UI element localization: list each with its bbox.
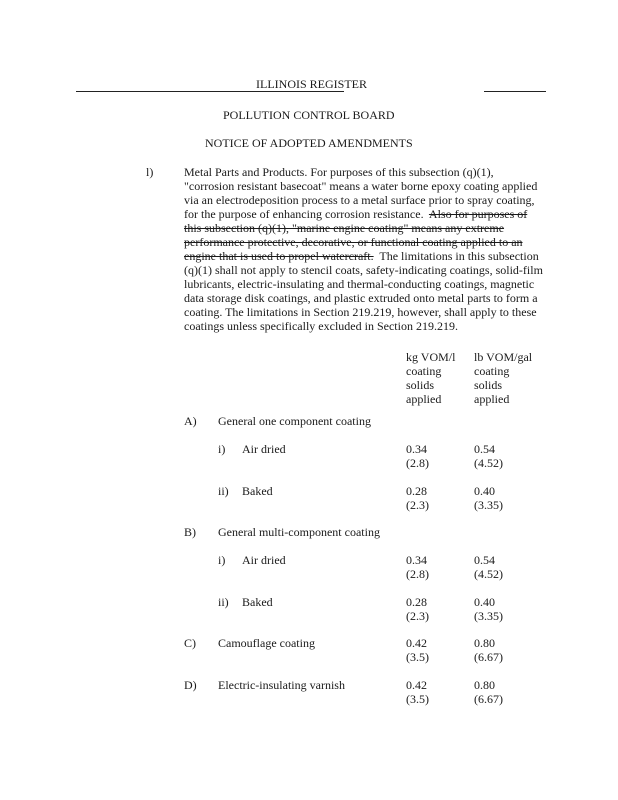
paragraph-line: "corrosion resistant basecoat" means a water borne epoxy coating applied [184,179,538,193]
item-name: Air dried [242,442,286,456]
group-name: Camouflage coating [218,636,315,650]
paragraph-line [184,207,527,221]
struck-text: engine that is used to propel watercraft. [184,249,374,263]
paragraph-line: coatings unless specifically excluded in Section 219.219. [184,319,458,333]
header-line: solids [474,378,503,392]
section-label: l) [146,165,154,179]
header-line: coating [474,364,510,378]
header-line: kg VOM/l [406,350,456,364]
group-label: B) [184,525,196,539]
paragraph-line [184,249,539,263]
group-label: D) [184,678,197,692]
group-label: C) [184,636,196,650]
paragraph-text: for the purpose of enhancing corrosion resistance. [184,207,429,221]
lb-value: 0.54 (4.52) [474,442,503,470]
kg-value: 0.34 (2.8) [406,553,429,581]
lb-value: 0.40 (3.35) [474,484,503,512]
header-line: applied [474,392,510,406]
header-line: coating [406,364,442,378]
notice-title: NOTICE OF ADOPTED AMENDMENTS [205,136,413,150]
paragraph-line: Metal Parts and Products. For purposes of this subsection (q)(1), [184,165,494,179]
lb-value: 0.40 (3.35) [474,595,503,623]
header-line: applied [406,392,442,406]
lb-value: 0.80 (6.67) [474,636,503,664]
group-name: General multi-component coating [218,525,380,539]
kg-value: 0.34 (2.8) [406,442,429,470]
item-roman: i) [218,553,226,567]
item-roman: i) [218,442,226,456]
header-line: solids [406,378,435,392]
paragraph-line: (q)(1) shall not apply to stencil coats, safety-indicating coatings, solid-film [184,263,543,277]
group-name: Electric-insulating varnish [218,678,345,692]
paragraph-line: coating. The limitations in Section 219.219, however, shall apply to these [184,305,537,319]
kg-column-header [406,350,455,406]
kg-value: 0.28 (2.3) [406,484,429,512]
header-line: lb VOM/gal [474,350,533,364]
struck-text: Also for purposes of [428,207,528,221]
item-name: Air dried [242,553,286,567]
item-name: Baked [242,484,273,498]
board-title: POLLUTION CONTROL BOARD [223,108,395,122]
header-rule-right [484,91,546,92]
item-roman: ii) [218,484,229,498]
register-title: ILLINOIS REGISTER [256,77,367,91]
kg-value: 0.28 (2.3) [406,595,429,623]
item-name: Baked [242,595,273,609]
lb-value: 0.80 (6.67) [474,678,503,706]
group-name: General one component coating [218,414,371,428]
struck-line: performance protective, decorative, or functional coating applied to an [184,235,523,249]
group-label: A) [184,414,197,428]
paragraph-line: via an electrodeposition process to a metal surface prior to spray coating, [184,193,535,207]
struck-line: this subsection (q)(1), "marine engine coating" means any extreme [184,221,505,235]
lb-value: 0.54 (4.52) [474,553,503,581]
paragraph-text: The limitations in this subsection [373,249,539,263]
kg-value: 0.42 (3.5) [406,636,429,664]
kg-value: 0.42 (3.5) [406,678,429,706]
item-roman: ii) [218,595,229,609]
paragraph-line: data storage disk coatings, and plastic extruded onto metal parts to form a [184,291,538,305]
lb-column-header [474,350,532,406]
paragraph-line: lubricants, electric-insulating and thermal-conducting coatings, magnetic [184,277,535,291]
